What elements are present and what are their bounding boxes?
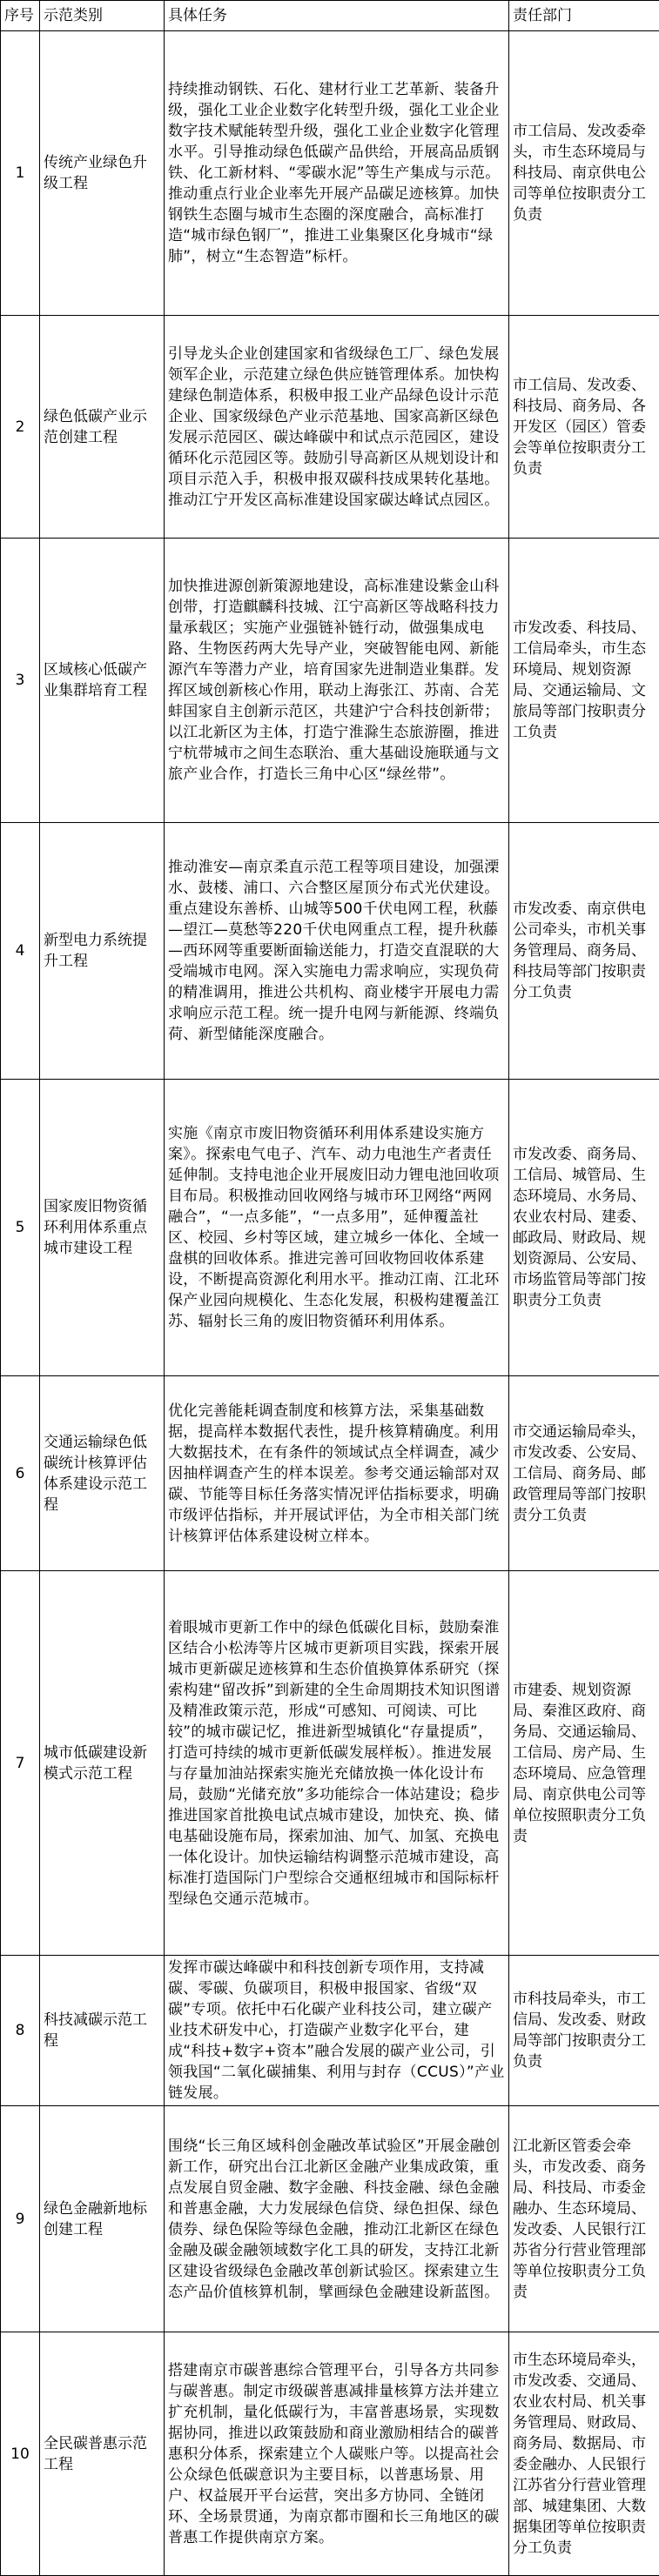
row-category: 国家废旧物资循环利用体系重点城市建设工程 xyxy=(40,1080,165,1376)
row-category: 交通运输绿色低碳统计核算评估体系建设示范工程 xyxy=(40,1376,165,1571)
row-task: 着眼城市更新工作中的绿色低碳化目标，鼓励秦淮区结合小松涛等片区城市更新项目实践，探索开展城市更新碳足迹核算和生态价值换算体系研究（探索构建“留改拆”到新建的全生命周期技术知识图谱及精准政策示范，形成“可感知、可阅读、可比较”的城市碳记忆，推进新型城镇化“存量提质”，打造可持续的城市更新低碳发展样板）。推进发展与存量加油站探索实施光充储放换一体化设计布局，鼓励“光储充放”多功能综合一体站建设；稳步推进国家首批换电试点城市建设，加快充、换、储电基础设施布局，探索加油、加气、加氢、充换电一体化设计。加快运输结构调整示范城市建设，高标准打造国际门户型综合交通枢纽城市和国际标杆型绿色交通示范城市。 xyxy=(165,1571,509,1956)
row-number: 9 xyxy=(1,2106,40,2332)
table-row xyxy=(1,2106,659,2332)
header-category: 示范类别 xyxy=(40,1,165,31)
row-dept: 市工信局、发改委牵头，市生态环境局与科技局、南京供电公司等单位按职责分工负责 xyxy=(509,31,659,316)
row-category: 新型电力系统提升工程 xyxy=(40,823,165,1080)
row-task: 优化完善能耗调查制度和核算方法，采集基础数据，提高样本数据代表性，提升核算精确度。利用大数据技术，在有条件的领域试点全样调查，减少因抽样调查产生的样本误差。参考交通运输部对双碳、节能等目标任务落实情况评估指标要求，明确市级评估指标，并开展试评估，为全市相关部门统计核算评估体系建设树立样本。 xyxy=(165,1376,509,1571)
row-number: 10 xyxy=(1,2332,40,2576)
row-category: 全民碳普惠示范工程 xyxy=(40,2332,165,2576)
row-category: 绿色金融新地标创建工程 xyxy=(40,2106,165,2332)
table-row xyxy=(1,1956,659,2106)
row-category: 城市低碳建设新模式示范工程 xyxy=(40,1571,165,1956)
row-task: 推动淮安—南京柔直示范工程等项目建设，加强溧水、鼓楼、浦口、六合整区屋顶分布式光伏建设。重点建设东善桥、山城等500千伏电网工程，秋藤—望江—莫愁等220千伏电网重点工程，提升秋藤—西环网等重要断面输送能力，打造交直混联的大受端城市电网。深入实施电力需求响应，实现负荷的精准调用，推进公共机构、商业楼宇开展电力需求响应示范工程。统一提升电网与新能源、终端负荷、新型储能深度融合。 xyxy=(165,823,509,1080)
table-row xyxy=(1,823,659,1080)
row-number: 7 xyxy=(1,1571,40,1956)
row-dept: 市发改委、商务局、工信局、城管局、生态环境局、水务局、农业农村局、建委、邮政局、财政局、规划资源局、公安局、市场监管局等部门按职责分工负责 xyxy=(509,1080,659,1376)
row-number: 8 xyxy=(1,1956,40,2106)
row-dept: 江北新区管委会牵头，市发改委、商务局、科技局、市委金融办、生态环境局、发改委、人民银行江苏省分行营业管理部等单位按职责分工负责 xyxy=(509,2106,659,2332)
row-number: 4 xyxy=(1,823,40,1080)
table-row xyxy=(1,1080,659,1376)
row-category: 绿色低碳产业示范创建工程 xyxy=(40,316,165,539)
row-dept: 市交通运输局牵头，市发改委、公安局、工信局、商务局、邮政管理局等部门按职责分工负责 xyxy=(509,1376,659,1571)
row-number: 2 xyxy=(1,316,40,539)
row-number: 5 xyxy=(1,1080,40,1376)
table-header-row xyxy=(1,1,659,31)
table-row xyxy=(1,539,659,823)
row-number: 1 xyxy=(1,31,40,316)
row-number: 3 xyxy=(1,539,40,823)
table-row xyxy=(1,31,659,316)
row-category: 传统产业绿色升级工程 xyxy=(40,31,165,316)
table-row xyxy=(1,1571,659,1956)
row-dept: 市工信局、发改委、科技局、商务局、各开发区（园区）管委会等单位按职责分工负责 xyxy=(509,316,659,539)
row-dept: 市建委、规划资源局、秦淮区政府、商务局、交通运输局、工信局、房产局、生态环境局、应急管理局、南京供电公司等单位按照职责分工负责 xyxy=(509,1571,659,1956)
row-dept: 市科技局牵头，市工信局、发改委、财政局等部门按职责分工负责 xyxy=(509,1956,659,2106)
row-task: 搭建南京市碳普惠综合管理平台，引导各方共同参与碳普惠。制定市级碳普惠减排量核算方法并建立扩充机制，量化低碳行为，丰富普惠场景，实现数据协同，推进以政策鼓励和商业激励相结合的碳普惠积分体系，探索建立个人碳账户等。以提高社会公众绿色低碳意识为主要目标，以普惠场景、用户、权益展开平台运营，突出多方协同、全链闭环、全场景贯通，为南京都市圈和长三角地区的碳普惠工作提供南京方案。 xyxy=(165,2332,509,2576)
row-number: 6 xyxy=(1,1376,40,1571)
table-row xyxy=(1,2332,659,2576)
header-dept: 责任部门 xyxy=(509,1,659,31)
row-task: 加快推进源创新策源地建设，高标准建设紫金山科创带，打造麒麟科技城、江宁高新区等战略科技力量承载区；实施产业强链补链行动，做强集成电路、生物医药两大先导产业，突破智能电网、新能源汽车等潜力产业，培育国家先进制造业集群。发挥区域创新核心作用，联动上海张江、苏南、合芜蚌国家自主创新示范区，共建沪宁合科技创新带；以江北新区为主体，打造宁淮滁生态旅游圈，推进宁杭带城市之间生态联治、重大基础设施联通与文旅产业合作，打造长三角中心区“绿丝带”。 xyxy=(165,539,509,823)
row-task: 持续推动钢铁、石化、建材行业工艺革新、装备升级，强化工业企业数字化转型升级，强化工业企业数字技术赋能转型升级，强化工业企业数字化管理水平。引导推动绿色低碳产品供给，开展高品质钢铁、化工新材料、“零碳水泥”等生产集成与示范。推动重点行业企业率先开展产品碳足迹核算。加快钢铁生态圈与城市生态圈的深度融合，高标准打造“城市绿色钢厂”，推进工业集聚区化身城市“绿肺”，树立“生态智造”标杆。 xyxy=(165,31,509,316)
table-row xyxy=(1,1376,659,1571)
row-category: 科技减碳示范工程 xyxy=(40,1956,165,2106)
row-dept: 市发改委、南京供电公司牵头，市机关事务管理局、商务局、科技局等部门按职责分工负责 xyxy=(509,823,659,1080)
row-category: 区域核心低碳产业集群培育工程 xyxy=(40,539,165,823)
row-task: 围绕“长三角区域科创金融改革试验区”开展金融创新工作，研究出台江北新区金融产业集成政策，重点发展自贸金融、数字金融、科技金融、绿色金融和普惠金融，大力发展绿色信贷、绿色担保、绿色债券、绿色保险等绿色金融，推动江北新区在绿色金融及碳金融领域数字化工具的研发，支持江北新区建设省级绿色金融改革创新试验区。探索建立生态产品价值核算机制，擘画绿色金融建设新蓝图。 xyxy=(165,2106,509,2332)
row-dept: 市生态环境局牵头，市发改委、交通局、农业农村局、机关事务管理局、财政局、商务局、数据局、市委金融办、人民银行江苏省分行营业管理部、城建集团、大数据集团等单位按职责分工负责 xyxy=(509,2332,659,2576)
row-task: 引导龙头企业创建国家和省级绿色工厂、绿色发展领军企业，示范建立绿色供应链管理体系。加快构建绿色制造体系，积极申报工业产品绿色设计示范企业、国家级绿色产业示范基地、国家高新区绿色发展示范园区、碳达峰碳中和试点示范园区，建设循环化示范园区等。鼓励引导高新区从规划设计和项目示范入手，积极申报双碳科技成果转化基地。推动江宁开发区高标准建设国家碳达峰试点园区。 xyxy=(165,316,509,539)
table-row xyxy=(1,316,659,539)
row-task: 发挥市碳达峰碳中和科技创新专项作用，支持减碳、零碳、负碳项目，积极申报国家、省级“双碳”专项。依托中石化碳产业科技公司，建立碳产业技术研发中心，打造碳产业数字化平台，建成“科技+数字+资本”融合发展的碳产业公司，引领我国“二氧化碳捕集、利用与封存（CCUS）”产业链发展。 xyxy=(165,1956,509,2106)
row-task: 实施《南京市废旧物资循环利用体系建设实施方案》。探索电气电子、汽车、动力电池生产者责任延伸制。支持电池企业开展废旧动力锂电池回收项目布局。积极推动回收网络与城市环卫网络“两网融合”，“一点多能”，“一点多用”，延伸覆盖社区、校园、乡村等区域，建立城乡一体化、全域一盘棋的回收体系。推进完善可回收物回收体系建设，不断提高资源化利用水平。推动江南、江北环保产业园向规模化、生态化发展，积极构建覆盖江苏、辐射长三角的废旧物资循环利用体系。 xyxy=(165,1080,509,1376)
header-task: 具体任务 xyxy=(165,1,509,31)
header-no: 序号 xyxy=(1,1,40,31)
row-dept: 市发改委、科技局、工信局牵头，市生态环境局、规划资源局、交通运输局、文旅局等部门按职责分工负责 xyxy=(509,539,659,823)
